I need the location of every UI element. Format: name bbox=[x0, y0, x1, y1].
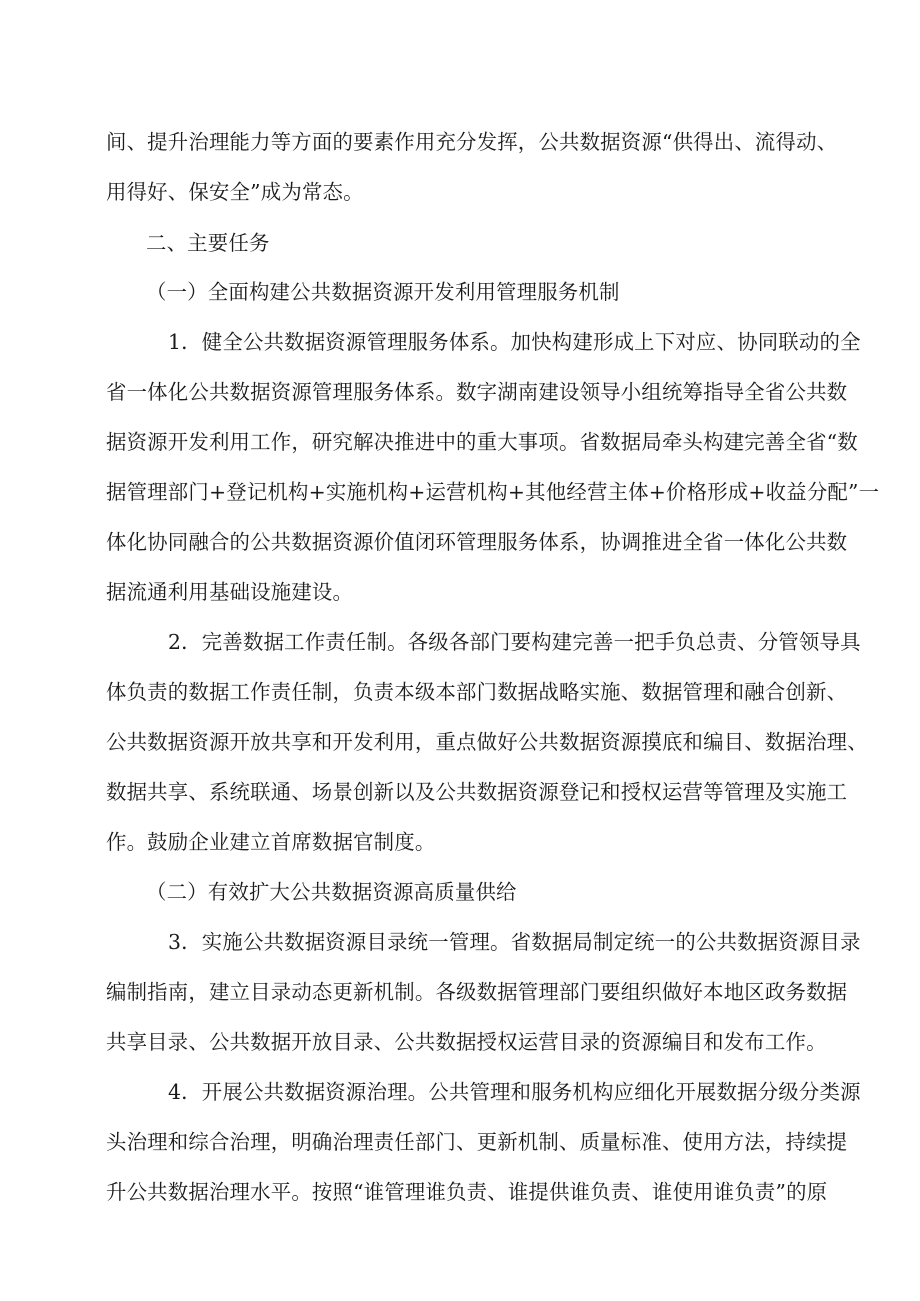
body-text-line: 数据共享、系统联通、场景创新以及公共数据资源登记和授权运营等管理及实施工 bbox=[106, 780, 848, 804]
body-text-line: 共享目录、公共数据开放目录、公共数据授权运营目录的资源编目和发布工作。 bbox=[106, 1030, 827, 1054]
body-text-line: 间、提升治理能力等方面的要素作用充分发挥，公共数据资源“供得出、流得动、 bbox=[106, 130, 838, 154]
body-text-line: 体化协同融合的公共数据资源价值闭环管理服务体系，协调推进全省一体化公共数 bbox=[106, 530, 848, 554]
body-text-line: 省一体化公共数据资源管理服务体系。数字湖南建设领导小组统筹指导全省公共数 bbox=[106, 380, 848, 404]
body-text-line: 体负责的数据工作责任制，负责本级本部门数据战略实施、数据管理和融合创新、 bbox=[106, 680, 848, 704]
paragraph-first-line: 4．开展公共数据资源治理。公共管理和服务机构应细化开展数据分级分类源 bbox=[168, 1080, 861, 1104]
body-text-line: 据流通利用基础设施建设。 bbox=[106, 580, 354, 604]
paragraph-first-line: 1．健全公共数据资源管理服务体系。加快构建形成上下对应、协同联动的全 bbox=[168, 330, 861, 354]
body-text-line: 据管理部门+登记机构+实施机构+运营机构+其他经营主体+价格形成+收益分配”一 bbox=[106, 480, 880, 504]
body-text-line: 公共数据资源开放共享和开发利用，重点做好公共数据资源摸底和编目、数据治理、 bbox=[106, 730, 868, 754]
subsection-heading: （二）有效扩大公共数据资源高质量供给 bbox=[146, 880, 517, 904]
body-text-line: 作。鼓励企业建立首席数据官制度。 bbox=[106, 830, 436, 854]
body-text-line: 据资源开发利用工作，研究解决推进中的重大事项。省数据局牵头构建完善全省“数 bbox=[106, 430, 858, 454]
body-text-line: 升公共数据治理水平。按照“谁管理谁负责、谁提供谁负责、谁使用谁负责”的原 bbox=[106, 1180, 828, 1204]
paragraph-first-line: 2．完善数据工作责任制。各级各部门要构建完善一把手负总责、分管领导具 bbox=[168, 630, 861, 654]
body-text-line: 用得好、保安全”成为常态。 bbox=[106, 180, 364, 204]
body-text-line: 编制指南，建立目录动态更新机制。各级数据管理部门要组织做好本地区政务数据 bbox=[106, 980, 848, 1004]
section-heading: 二、主要任务 bbox=[146, 231, 270, 255]
paragraph-first-line: 3．实施公共数据资源目录统一管理。省数据局制定统一的公共数据资源目录 bbox=[168, 930, 861, 954]
subsection-heading: （一）全面构建公共数据资源开发利用管理服务机制 bbox=[146, 280, 620, 304]
body-text-line: 头治理和综合治理，明确治理责任部门、更新机制、质量标准、使用方法，持续提 bbox=[106, 1130, 848, 1154]
